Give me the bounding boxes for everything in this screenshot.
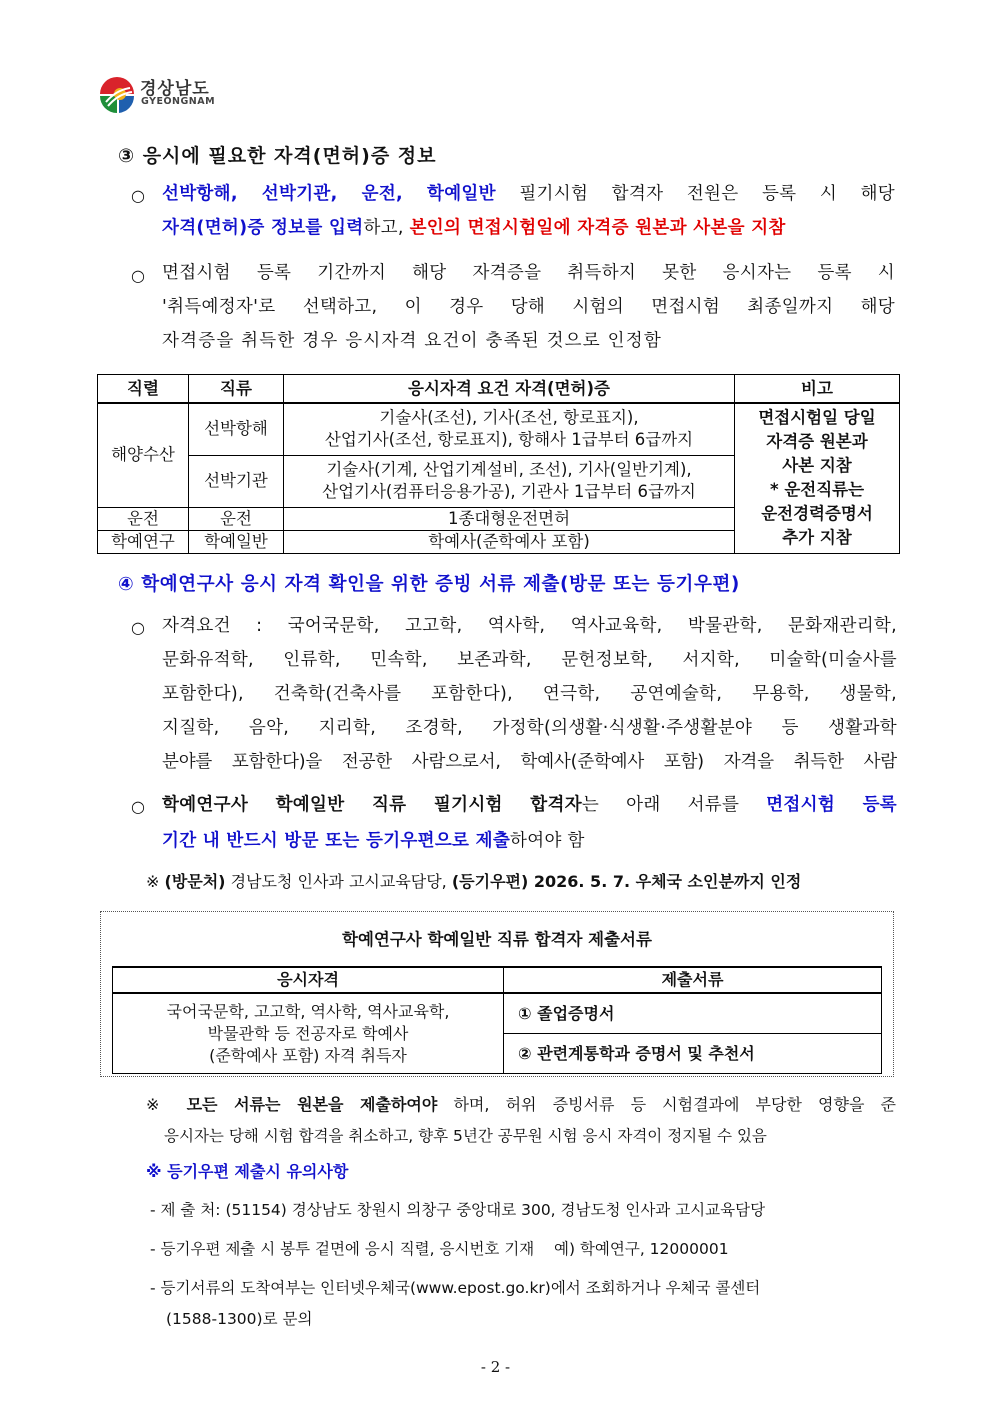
documents-table	[112, 966, 882, 1074]
document-cell: ① 졸업증명서	[504, 993, 882, 1034]
text: 기술사(기계, 산업기계설비, 조선), 기사(일반기계),	[326, 460, 692, 479]
s3-paragraph-1	[162, 177, 895, 211]
emphasis-bold: 학예연구사 학예일반 직류 필기시험 합격자	[162, 795, 582, 815]
bullet: ○	[131, 797, 145, 816]
emphasis-bold: (방문처)	[164, 872, 226, 891]
text: 추가 지참	[782, 528, 852, 548]
mail-item: - 제 출 처: (51154) 경상남도 창원시 의창구 중앙대로 300, 경남도청 인사과 고시교육담당	[150, 1201, 766, 1219]
s4-requirement-list	[162, 609, 897, 779]
requirement-cell: 1종대형운전면허	[284, 507, 735, 530]
emphasis-bold: (등기우편) 2026. 5. 7. 우체국 소인분까지 인정	[451, 872, 802, 891]
mail-item: - 등기서류의 도착여부는 인터넷우체국(www.epost.go.kr)에서 조회하거나 우체국 콜센터	[150, 1279, 761, 1297]
text: 사본 지참	[782, 456, 852, 476]
section-4-title: ④ 학예연구사 응시 자격 확인을 위한 증빙 서류 제출(방문 또는 등기우편)	[118, 574, 740, 595]
text: 산업기사(조선, 항로표지), 항해사 1급부터 6급까지	[324, 430, 694, 450]
col-header: 제출서류	[504, 967, 882, 993]
class-cell: 선박기관	[189, 455, 284, 507]
text: 자격증 원본과	[766, 432, 868, 452]
requirement-cell: 학예사(준학예사 포함)	[284, 530, 735, 553]
text: * 운전직류는	[769, 480, 865, 500]
series-cell: 운전	[98, 507, 189, 530]
original-docs-notice-cont: 응시자는 당해 시험 합격을 취소하고, 향후 5년간 공무원 시험 응시 자격이 정지될 수 있음	[164, 1127, 767, 1145]
text-line: 포함한다), 건축학(건축사를 포함한다), 연극학, 공연예술학, 무용학, 생물학,	[162, 684, 897, 704]
mail-notice-title: ※ 등기우편 제출시 유의사항	[146, 1162, 349, 1181]
s3-paragraph-2-line1: 면접시험 등록 기간까지 해당 자격증을 취득하지 못한 응시자는 등록 시	[162, 263, 895, 283]
s3-paragraph-2-line3: 자격증을 취득한 경우 응시자격 요건이 충족된 것으로 인정함	[162, 331, 662, 351]
text: 국어국문학, 고고학, 역사학, 역사교육학,	[166, 1001, 450, 1021]
note-mark: ※	[146, 872, 160, 891]
qualification-cell	[113, 993, 504, 1074]
logo	[96, 72, 138, 118]
emphasis-blue: 기간 내 반드시 방문 또는 등기우편으로 제출	[162, 831, 511, 851]
original-docs-notice	[146, 1089, 896, 1121]
documents-box-title: 학예연구사 학예일반 직류 합격자 제출서류	[342, 930, 652, 949]
series-cell: 학예연구	[98, 530, 189, 553]
text: 박물관학 등 전공자로 학예사	[207, 1023, 409, 1043]
text: 기술사(조선), 기사(조선, 항로표지),	[379, 408, 639, 428]
col-header: 비고	[735, 375, 900, 404]
s3-paragraph-1-cont	[162, 211, 902, 245]
text: (준학예사 포함) 자격 취득자	[209, 1045, 407, 1065]
col-header: 응시자격 요건 자격(면허)증	[284, 375, 735, 404]
col-header: 응시자격	[113, 967, 504, 993]
s4-paragraph-2	[162, 788, 897, 822]
text-line: 문화유적학, 인류학, 민속학, 보존과학, 문헌정보학, 서지학, 미술학(미술사를	[162, 650, 897, 670]
text: 는 아래 서류를	[581, 795, 767, 815]
emphasis-blue: 선박항해, 선박기관, 운전, 학예일반	[162, 184, 496, 204]
mail-item-cont: (1588-1300)로 문의	[166, 1310, 313, 1328]
emphasis-blue: 자격(면허)증 정보를 입력	[162, 218, 364, 238]
text: 하여야 함	[510, 831, 585, 851]
class-cell: 운전	[189, 507, 284, 530]
emphasis-red: 본인의 면접시험일에 자격증 원본과 사본을 지참	[409, 218, 786, 238]
class-cell: 학예일반	[189, 530, 284, 553]
visit-note	[146, 866, 801, 898]
col-header: 직류	[189, 375, 284, 404]
text: 면접시험일 당일	[758, 408, 876, 428]
text: 하며, 허위 증빙서류 등 시험결과에 부당한 영향을 준	[437, 1095, 897, 1114]
document-cell: ② 관련계통학과 증명서 및 추천서	[504, 1034, 882, 1074]
mail-item: - 등기우편 제출 시 봉투 겉면에 응시 직렬, 응시번호 기재 예) 학예연구, 12000001	[150, 1240, 729, 1258]
s4-paragraph-2-cont	[162, 824, 897, 858]
bullet: ○	[131, 186, 145, 205]
qualification-table	[97, 374, 900, 554]
emphasis-blue: 면접시험 등록	[766, 795, 898, 815]
class-cell: 선박항해	[189, 403, 284, 455]
bullet: ○	[131, 618, 145, 637]
text-line: 분야를 포함한다)을 전공한 사람으로서, 학예사(준학예사 포함) 자격을 취득한 사람	[162, 752, 897, 772]
logo-title: 경상남도	[140, 79, 210, 99]
text: 필기시험 합격자 전원은 등록 시 해당	[495, 184, 895, 204]
requirement-cell	[284, 403, 735, 455]
text: 하고,	[363, 218, 410, 238]
text-line: 자격요건 : 국어국문학, 고고학, 역사학, 역사교육학, 박물관학, 문화재관리학,	[162, 616, 897, 636]
s3-paragraph-2-line2: '취득예정자'로 선택하고, 이 경우 당해 시험의 면접시험 최종일까지 해당	[162, 297, 895, 317]
note-mark: ※	[146, 1095, 171, 1114]
text: 경남도청 인사과 고시교육담당,	[225, 872, 452, 891]
col-header: 직렬	[98, 375, 189, 404]
series-cell: 해양수산	[98, 403, 189, 507]
text: 산업기사(컴퓨터응용가공), 기관사 1급부터 6급까지	[322, 482, 696, 501]
text: 운전경력증명서	[761, 504, 873, 524]
logo-subtitle: GYEONGNAM	[141, 96, 216, 107]
bullet: ○	[131, 266, 145, 285]
page-number: - 2 -	[480, 1358, 511, 1376]
emphasis-bold: 모든 서류는 원본을 제출하여야	[186, 1095, 438, 1114]
section-3-title: ③ 응시에 필요한 자격(면허)증 정보	[118, 145, 437, 167]
gyeongnam-logo-icon	[96, 72, 138, 118]
text-line: 지질학, 음악, 지리학, 조경학, 가정학(의생활·식생활·주생활분야 등 생활과학	[162, 718, 897, 738]
requirement-cell	[284, 455, 735, 507]
remarks-cell	[735, 403, 900, 553]
